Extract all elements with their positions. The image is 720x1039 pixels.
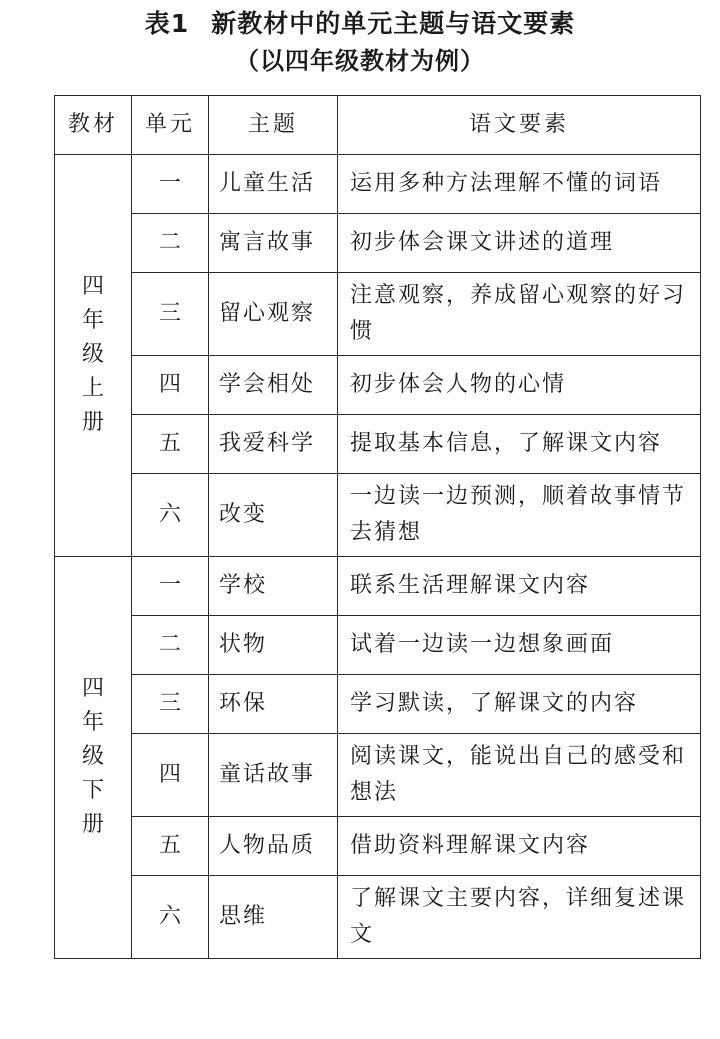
header-material: 教材	[55, 96, 132, 155]
element-cell: 提取基本信息，了解课文内容	[338, 415, 701, 474]
unit-cell: 一	[132, 557, 209, 616]
table-row	[55, 616, 701, 675]
table-row	[55, 214, 701, 273]
unit-cell: 三	[132, 273, 209, 356]
table-row	[55, 474, 701, 557]
material-label: 四年级下册	[81, 676, 104, 837]
table-subtitle: （以四年级教材为例）	[235, 47, 485, 75]
header-theme: 主题	[209, 96, 338, 155]
element-cell: 初步体会课文讲述的道理	[338, 214, 701, 273]
table-row	[55, 273, 701, 356]
table-row	[55, 415, 701, 474]
theme-cell: 学会相处	[209, 356, 338, 415]
theme-cell: 改变	[209, 474, 338, 557]
element-cell: 初步体会人物的心情	[338, 356, 701, 415]
material-cell-upper	[55, 155, 132, 557]
element-cell: 借助资料理解课文内容	[338, 817, 701, 876]
element-cell: 注意观察，养成留心观察的好习惯	[338, 273, 701, 356]
header-row	[55, 96, 701, 155]
theme-cell: 留心观察	[209, 273, 338, 356]
element-cell: 一边读一边预测，顺着故事情节去猜想	[338, 474, 701, 557]
header-element: 语文要素	[338, 96, 701, 155]
theme-cell: 童话故事	[209, 734, 338, 817]
theme-cell: 学校	[209, 557, 338, 616]
element-cell: 阅读课文，能说出自己的感受和想法	[338, 734, 701, 817]
theme-cell: 儿童生活	[209, 155, 338, 214]
unit-cell: 四	[132, 734, 209, 817]
unit-cell: 六	[132, 474, 209, 557]
table-row	[55, 155, 701, 214]
unit-cell: 一	[132, 155, 209, 214]
unit-cell: 三	[132, 675, 209, 734]
table-title	[0, 6, 720, 42]
table-title-text: 新教材中的单元主题与语文要素	[211, 9, 576, 38]
theme-cell: 人物品质	[209, 817, 338, 876]
table-row	[55, 356, 701, 415]
element-cell: 试着一边读一边想象画面	[338, 616, 701, 675]
table-row	[55, 876, 701, 959]
material-cell-lower	[55, 557, 132, 959]
theme-cell: 我爱科学	[209, 415, 338, 474]
unit-cell: 二	[132, 616, 209, 675]
element-cell: 了解课文主要内容，详细复述课文	[338, 876, 701, 959]
element-cell: 学习默读，了解课文的内容	[338, 675, 701, 734]
theme-cell: 思维	[209, 876, 338, 959]
table-row	[55, 817, 701, 876]
theme-cell: 寓言故事	[209, 214, 338, 273]
unit-cell: 四	[132, 356, 209, 415]
table-row	[55, 675, 701, 734]
material-label: 四年级上册	[81, 274, 104, 435]
theme-cell: 环保	[209, 675, 338, 734]
unit-cell: 五	[132, 415, 209, 474]
unit-cell: 五	[132, 817, 209, 876]
element-cell: 运用多种方法理解不懂的词语	[338, 155, 701, 214]
table-row	[55, 557, 701, 616]
table-number: 表1	[144, 9, 190, 38]
units-table	[54, 95, 701, 959]
theme-cell: 状物	[209, 616, 338, 675]
unit-cell: 六	[132, 876, 209, 959]
table-row	[55, 734, 701, 817]
element-cell: 联系生活理解课文内容	[338, 557, 701, 616]
unit-cell: 二	[132, 214, 209, 273]
header-unit: 单元	[132, 96, 209, 155]
